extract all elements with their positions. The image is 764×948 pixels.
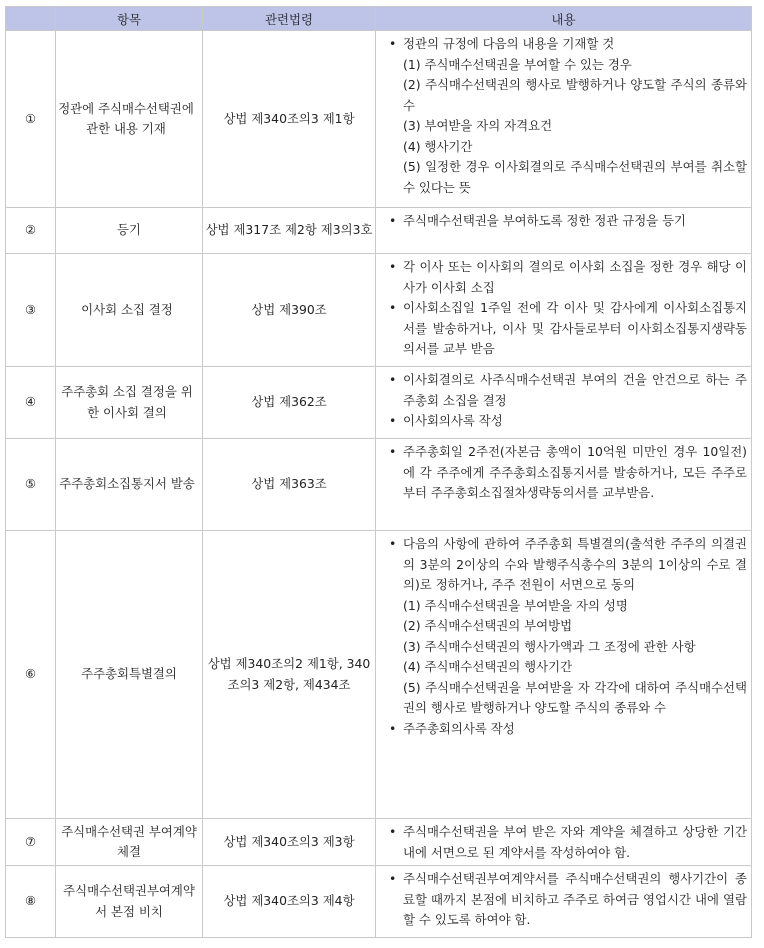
content-list xyxy=(388,34,747,198)
row-content xyxy=(376,208,752,254)
content-subitem: (1) 주식매수선택권을 부여받을 자의 성명 xyxy=(403,597,628,613)
row-item: 주주총회소집통지서 발송 xyxy=(56,439,203,531)
bullet-text: 주식매수선택권을 부여하도록 정한 정관 규정을 등기 xyxy=(403,213,687,228)
content-bullet xyxy=(388,534,747,719)
bullet-text: 각 이사 또는 이사회의 결의로 이사회 소집을 정한 경우 해당 이사가 이사회 소집 xyxy=(403,259,747,295)
row-item: 등기 xyxy=(56,208,203,254)
table-row xyxy=(6,819,752,866)
content-subitem: (4) 행사기간 xyxy=(403,138,473,154)
content-bullet xyxy=(388,442,747,504)
row-law: 상법 제340조의3 제1항 xyxy=(203,31,376,208)
table-row xyxy=(6,367,752,439)
bullet-text: 정관의 규정에 다음의 내용을 기재할 것 xyxy=(403,36,615,51)
header-content: 내용 xyxy=(376,7,752,31)
content-list xyxy=(388,257,747,360)
row-item: 주주총회특별결의 xyxy=(56,531,203,819)
content-list xyxy=(388,211,747,232)
row-content xyxy=(376,866,752,938)
table-row xyxy=(6,31,752,208)
content-subitem: (1) 주식매수선택권을 부여할 수 있는 경우 xyxy=(403,56,632,72)
table-row xyxy=(6,866,752,938)
row-content xyxy=(376,439,752,531)
bullet-text: 주식매수선택권부여계약서를 주식매수선택권의 행사기간이 종료할 때까지 본점에 비치하고 주주로 하여금 영업시간 내에 열람할 수 있도록 하여야 함. xyxy=(403,871,747,927)
row-law: 상법 제390조 xyxy=(203,254,376,367)
row-number: ⑦ xyxy=(6,819,56,866)
row-law: 상법 제317조 제2항 제3의3호 xyxy=(203,208,376,254)
header-item: 항목 xyxy=(56,7,203,31)
header-number xyxy=(6,7,56,31)
table-row xyxy=(6,531,752,819)
table-body xyxy=(6,31,752,938)
row-law: 상법 제340조의2 제1항, 340조의3 제2항, 제434조 xyxy=(203,531,376,819)
content-bullet xyxy=(388,822,747,863)
row-content xyxy=(376,367,752,439)
content-subitem: (4) 주식매수선택권의 행사기간 xyxy=(403,659,573,674)
row-number: ① xyxy=(6,31,56,208)
content-list xyxy=(388,442,747,504)
content-subitem: (2) 주식매수선택권의 부여방법 xyxy=(403,618,573,633)
table-row xyxy=(6,208,752,254)
content-bullet xyxy=(388,34,747,198)
bullet-text: 주주총회일 2주전(자본금 총액이 10억원 미만인 경우 10일전)에 각 주주에게 주주총회소집통지서를 발송하거나, 모든 주주로부터 주주총회소집절차생략동의서를 교부받음. xyxy=(403,444,747,500)
row-number: ② xyxy=(6,208,56,254)
bullet-text: 다음의 사항에 관하여 주주총회 특별결의(출석한 주주의 의결권의 3분의 2이상의 수와 발행주식총수의 3분의 1이상의 수로 결의)로 정하거나, 주주 전원이 서면으로 동의 xyxy=(403,536,747,592)
row-number: ⑥ xyxy=(6,531,56,819)
table-row xyxy=(6,254,752,367)
row-item: 주식매수선택권부여계약서 본점 비치 xyxy=(56,866,203,938)
row-number: ④ xyxy=(6,367,56,439)
procedure-table xyxy=(5,6,752,938)
row-item: 이사회 소집 결정 xyxy=(56,254,203,367)
row-law: 상법 제340조의3 제3항 xyxy=(203,819,376,866)
row-law: 상법 제363조 xyxy=(203,439,376,531)
content-subitem: (3) 부여받을 자의 자격요건 xyxy=(403,118,553,133)
table-row xyxy=(6,439,752,531)
header-law: 관련법령 xyxy=(203,7,376,31)
content-bullet xyxy=(388,411,747,432)
content-list xyxy=(388,822,747,863)
content-subitem: (3) 주식매수선택권의 행사가액과 그 조정에 관한 사항 xyxy=(403,638,696,654)
content-subitem: (5) 주식매수선택권을 부여받을 자 각각에 대하여 주식매수선택권의 행사로 발행하거나 양도할 주식의 종류와 수 xyxy=(403,679,747,715)
table-header-row xyxy=(6,7,752,31)
row-number: ③ xyxy=(6,254,56,367)
row-number: ⑤ xyxy=(6,439,56,531)
bullet-text: 주주총회의사록 작성 xyxy=(403,720,515,736)
content-list xyxy=(388,869,747,931)
bullet-text: 이사회결의로 사주식매수선택권 부여의 건을 안건으로 하는 주주총회 소집을 결정 xyxy=(403,372,747,408)
row-number: ⑧ xyxy=(6,866,56,938)
content-bullet xyxy=(388,869,747,931)
content-list xyxy=(388,370,747,432)
content-bullet xyxy=(388,298,747,360)
content-bullet xyxy=(388,257,747,298)
row-content xyxy=(376,819,752,866)
bullet-text: 이사회소집일 1주일 전에 각 이사 및 감사에게 이사회소집통지서를 발송하거나, 이사 및 감사들로부터 이사회소집통지생략동의서를 교부 받음 xyxy=(403,300,747,356)
content-bullet xyxy=(388,719,747,740)
row-content xyxy=(376,254,752,367)
row-content xyxy=(376,531,752,819)
content-subitem: (5) 일정한 경우 이사회결의로 주식매수선택권의 부여를 취소할 수 있다는 뜻 xyxy=(403,159,747,195)
content-bullet xyxy=(388,370,747,411)
content-list xyxy=(388,534,747,739)
content-bullet xyxy=(388,211,747,232)
content-subitem: (2) 주식매수선택권의 행사로 발행하거나 양도할 주식의 종류와 수 xyxy=(403,77,747,113)
row-item: 주식매수선택권 부여계약 체결 xyxy=(56,819,203,866)
bullet-text: 이사회의사록 작성 xyxy=(403,413,503,428)
row-item: 정관에 주식매수선택권에 관한 내용 기재 xyxy=(56,31,203,208)
row-item: 주주총회 소집 결정을 위한 이사회 결의 xyxy=(56,367,203,439)
row-law: 상법 제362조 xyxy=(203,367,376,439)
row-content xyxy=(376,31,752,208)
row-law: 상법 제340조의3 제4항 xyxy=(203,866,376,938)
bullet-text: 주식매수선택권을 부여 받은 자와 계약을 체결하고 상당한 기간 내에 서면으로 된 계약서를 작성하여야 함. xyxy=(403,824,747,860)
